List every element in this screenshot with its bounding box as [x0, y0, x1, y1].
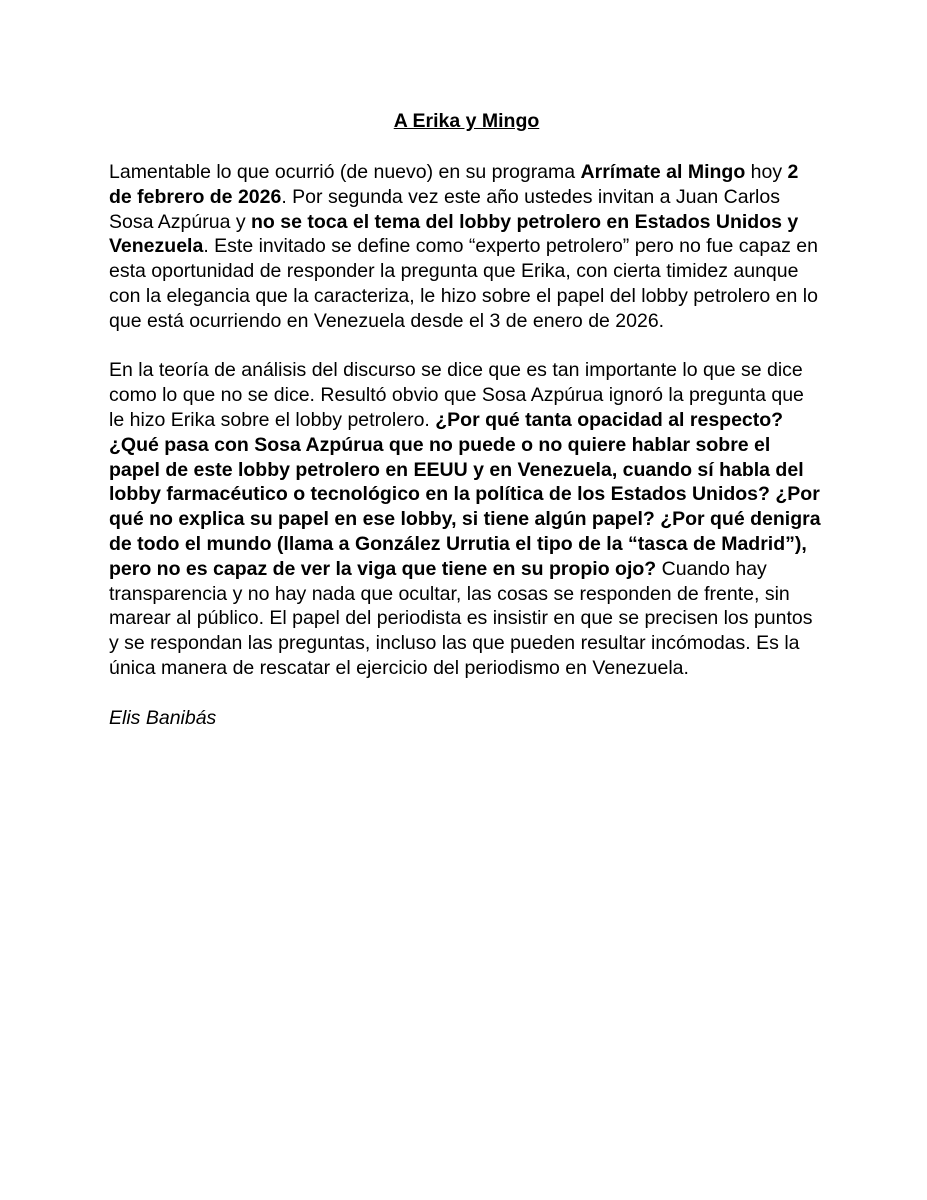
- paragraph-1-text-1: Lamentable lo que ocurrió (de nuevo) en su programa: [109, 161, 581, 183]
- letter-body: [109, 109, 824, 730]
- paragraph-2: [109, 358, 824, 680]
- paragraph-1-text-3: . Por segunda vez este año ustedes invitan a Juan Carlos Sosa Azpúrua y: [109, 185, 780, 233]
- paragraph-1-text-4: . Este invitado se define como “experto petrolero” pero no fue capaz en esta oportunidad de responder la pregunta que Erika, con cierta timidez aunque con la elegancia que la caracteriza, le hizo sobre el papel del lobby petrolero en lo que está ocurriendo en Venezuela desde el 3 de enero de 2026.: [109, 235, 818, 332]
- paragraph-1-text-2: hoy: [745, 161, 788, 183]
- paragraph-1: [109, 160, 824, 334]
- letter-title: A Erika y Mingo: [393, 110, 540, 132]
- paragraph-2-text-2: Cuando hay transparencia y no hay nada que ocultar, las cosas se responden de frente, sin marear al público. El papel del periodista es insistir en que se precisen los puntos y se respondan las preguntas, incluso las que pueden resultar incómodas. Es la única manera de rescatar el ejercicio del periodismo en Venezuela.: [109, 557, 813, 679]
- paragraph-2-questions: ¿Por qué tanta opacidad al respecto? ¿Qué pasa con Sosa Azpúrua que no puede o no quiere hablar sobre el papel de este lobby petrolero en EEUU y en Venezuela, cuando sí habla del lobby farmacéutico o tecnológico en la política de los Estados Unidos? ¿Por qué no explica su papel en ese lobby, si tiene algún papel? ¿Por qué denigra de todo el mundo (llama a González Urrutia el tipo de la “tasca de Madrid”), pero no es capaz de ver la viga que tiene en su propio ojo?: [109, 408, 821, 580]
- paragraph-2-text-1: En la teoría de análisis del discurso se dice que es tan importante lo que se dice como lo que no se dice. Resultó obvio que Sosa Azpúrua ignoró la pregunta que le hizo Erika sobre el lobby petrolero.: [109, 359, 804, 431]
- program-name: Arrímate al Mingo: [580, 161, 746, 183]
- program-date: 2 de febrero de 2026: [109, 161, 799, 208]
- signature: Elis Banibás: [109, 706, 217, 729]
- paragraph-1-emphasis: no se toca el tema del lobby petrolero en Estados Unidos y Venezuela: [109, 210, 799, 258]
